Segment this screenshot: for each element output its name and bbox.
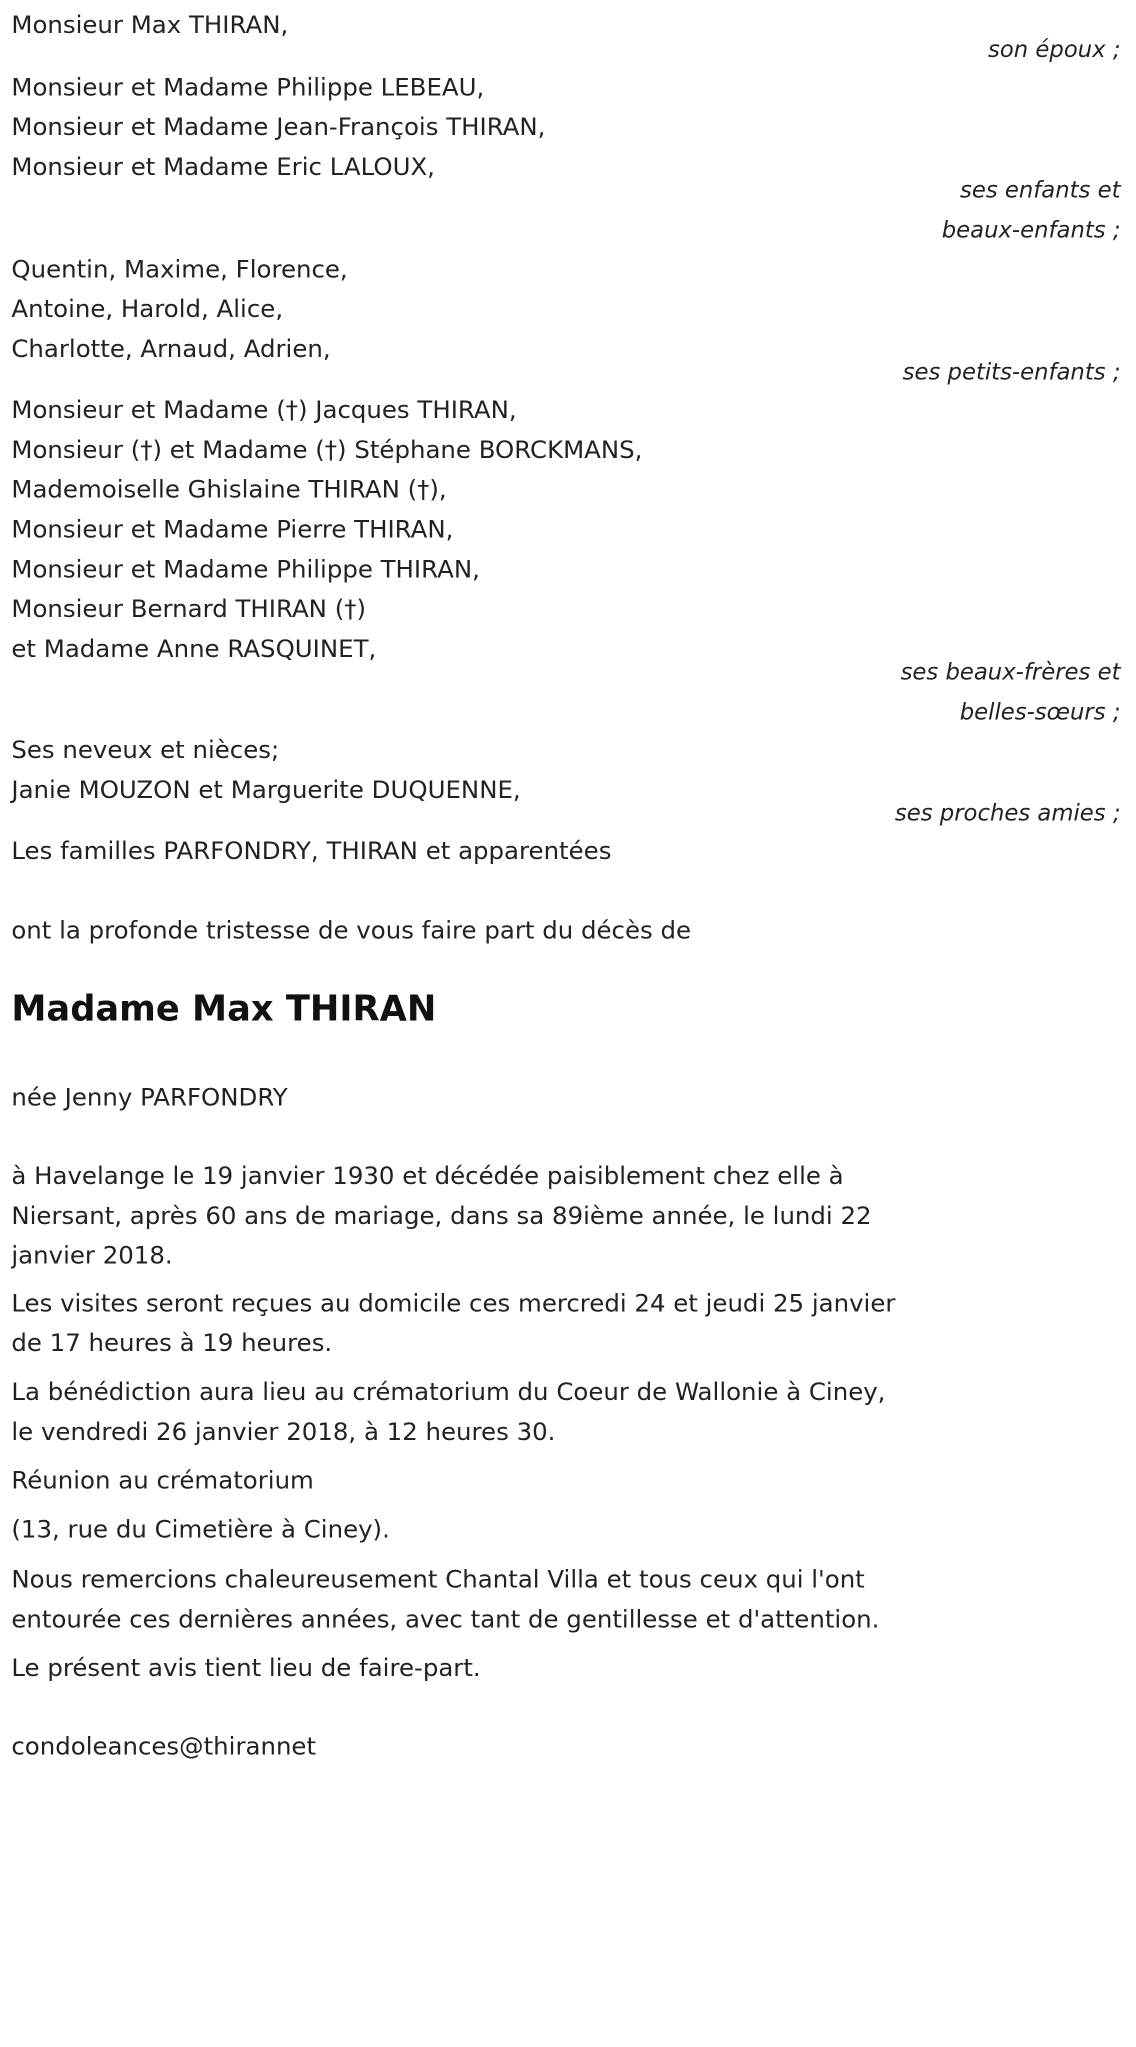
- siblings-relation-line-1: ses beaux-frères et: [900, 657, 1121, 686]
- spouse-relation: son époux ;: [988, 35, 1121, 63]
- crematorium-address: (13, rue du Cimetière à Ciney).: [11, 1515, 390, 1545]
- sibling-in-law-name: Mademoiselle Ghislaine THIRAN (†),: [11, 476, 447, 505]
- sibling-in-law-name: et Madame Anne RASQUINET,: [11, 635, 377, 664]
- death-details: à Havelange le 19 janvier 1930 et décédée paisiblement chez elle à: [11, 1162, 844, 1191]
- spouse-name: Monsieur Max THIRAN,: [11, 11, 289, 40]
- families-line: Les familles PARFONDRY, THIRAN et apparentées: [11, 837, 612, 866]
- child-name: Monsieur et Madame Eric LALOUX,: [11, 153, 435, 182]
- announcement: ont la profonde tristesse de vous faire part du décès de: [11, 917, 692, 946]
- birth-name: née Jenny PARFONDRY: [11, 1084, 288, 1113]
- friends-relation: ses proches amies ;: [894, 798, 1121, 827]
- death-details: janvier 2018.: [11, 1242, 173, 1271]
- visits-info: Les visites seront reçues au domicile ces mercredi 24 et jeudi 25 janvier: [11, 1289, 896, 1319]
- sibling-in-law-name: Monsieur Bernard THIRAN (†): [11, 595, 367, 624]
- grandchildren-line: Antoine, Harold, Alice,: [11, 295, 284, 324]
- children-relation-line-2: beaux-enfants ;: [941, 215, 1121, 244]
- sibling-in-law-name: Monsieur et Madame Pierre THIRAN,: [11, 515, 454, 545]
- deceased-name: Madame Max THIRAN: [11, 988, 437, 1030]
- reunion-info: Réunion au crématorium: [11, 1467, 314, 1496]
- grandchildren-line: Charlotte, Arnaud, Adrien,: [11, 335, 331, 364]
- nephews-line: Ses neveux et nièces;: [11, 736, 280, 765]
- child-name: Monsieur et Madame Jean-François THIRAN,: [11, 113, 546, 143]
- thanks-text: Nous remercions chaleureusement Chantal Villa et tous ceux qui l'ont: [11, 1565, 865, 1595]
- grandchildren-line: Quentin, Maxime, Florence,: [11, 255, 348, 285]
- sibling-in-law-name: Monsieur et Madame Philippe THIRAN,: [11, 555, 480, 585]
- visits-info: de 17 heures à 19 heures.: [11, 1329, 333, 1358]
- grandchildren-relation: ses petits-enfants ;: [902, 357, 1121, 386]
- sibling-in-law-name: Monsieur et Madame (†) Jacques THIRAN,: [11, 396, 517, 426]
- siblings-relation-line-2: belles-sœurs ;: [959, 697, 1121, 726]
- condolences-email: condoleances@thirannet: [11, 1733, 317, 1762]
- friends-names: Janie MOUZON et Marguerite DUQUENNE,: [11, 776, 521, 805]
- children-relation-line-1: ses enfants et: [959, 176, 1121, 204]
- thanks-text: entourée ces dernières années, avec tant de gentillesse et d'attention.: [11, 1605, 880, 1635]
- death-details: Niersant, après 60 ans de mariage, dans sa 89ième année, le lundi 22: [11, 1202, 872, 1231]
- child-name: Monsieur et Madame Philippe LEBEAU,: [11, 73, 485, 103]
- sibling-in-law-name: Monsieur (†) et Madame (†) Stéphane BORCKMANS,: [11, 436, 643, 465]
- notice-text: Le présent avis tient lieu de faire-part.: [11, 1654, 481, 1684]
- blessing-info: le vendredi 26 janvier 2018, à 12 heures 30.: [11, 1418, 556, 1447]
- blessing-info: La bénédiction aura lieu au crématorium du Coeur de Wallonie à Ciney,: [11, 1378, 886, 1407]
